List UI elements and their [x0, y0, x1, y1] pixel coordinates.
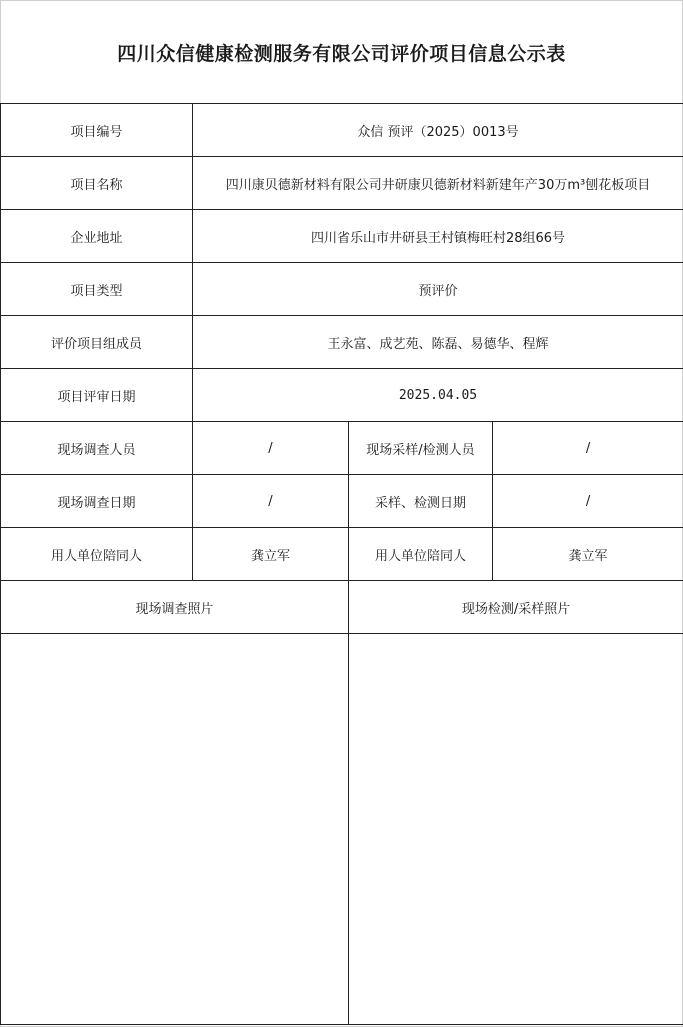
sampling-date-label: 采样、检测日期 — [349, 475, 493, 528]
project-type-value: 预评价 — [193, 263, 683, 316]
row-project-type — [1, 263, 683, 316]
company-address-label: 企业地址 — [1, 210, 193, 263]
escort-label-2: 用人单位陪同人 — [349, 528, 493, 581]
row-project-name — [1, 157, 683, 210]
company-address-value: 四川省乐山市井研县王村镇梅旺村28组66号 — [193, 210, 683, 263]
survey-photos-area — [1, 634, 349, 1025]
survey-staff-value: / — [193, 422, 349, 475]
review-date-label: 项目评审日期 — [1, 369, 193, 422]
row-team-members — [1, 316, 683, 369]
page-title: 四川众信健康检测服务有限公司评价项目信息公示表 — [117, 42, 566, 65]
survey-date-value: / — [193, 475, 349, 528]
escort-label: 用人单位陪同人 — [1, 528, 193, 581]
row-project-no — [1, 104, 683, 157]
review-date-value: 2025.04.05 — [193, 369, 683, 422]
row-photo-headers — [1, 581, 683, 634]
project-name-label: 项目名称 — [1, 157, 193, 210]
project-name-value: 四川康贝德新材料有限公司井研康贝德新材料新建年产30万m³刨花板项目 — [193, 157, 683, 210]
row-photos — [1, 634, 683, 1025]
project-no-value: 众信 预评（2025）0013号 — [193, 104, 683, 157]
sampling-date-value: / — [493, 475, 683, 528]
row-survey-date — [1, 475, 683, 528]
survey-photos-label: 现场调查照片 — [1, 581, 349, 634]
sampling-photos-area — [349, 634, 683, 1025]
row-review-date — [1, 369, 683, 422]
row-company-address — [1, 210, 683, 263]
escort-value: 龚立军 — [193, 528, 349, 581]
project-no-label: 项目编号 — [1, 104, 193, 157]
escort-value-2: 龚立军 — [493, 528, 683, 581]
info-table — [0, 103, 683, 1025]
survey-staff-label: 现场调查人员 — [1, 422, 193, 475]
sampling-photos-label: 现场检测/采样照片 — [349, 581, 683, 634]
sampling-staff-value: / — [493, 422, 683, 475]
project-type-label: 项目类型 — [1, 263, 193, 316]
sampling-staff-label: 现场采样/检测人员 — [349, 422, 493, 475]
survey-date-label: 现场调查日期 — [1, 475, 193, 528]
team-members-value: 王永富、成艺苑、陈磊、易德华、程辉 — [193, 316, 683, 369]
team-members-label: 评价项目组成员 — [1, 316, 193, 369]
row-escort — [1, 528, 683, 581]
row-survey-staff — [1, 422, 683, 475]
